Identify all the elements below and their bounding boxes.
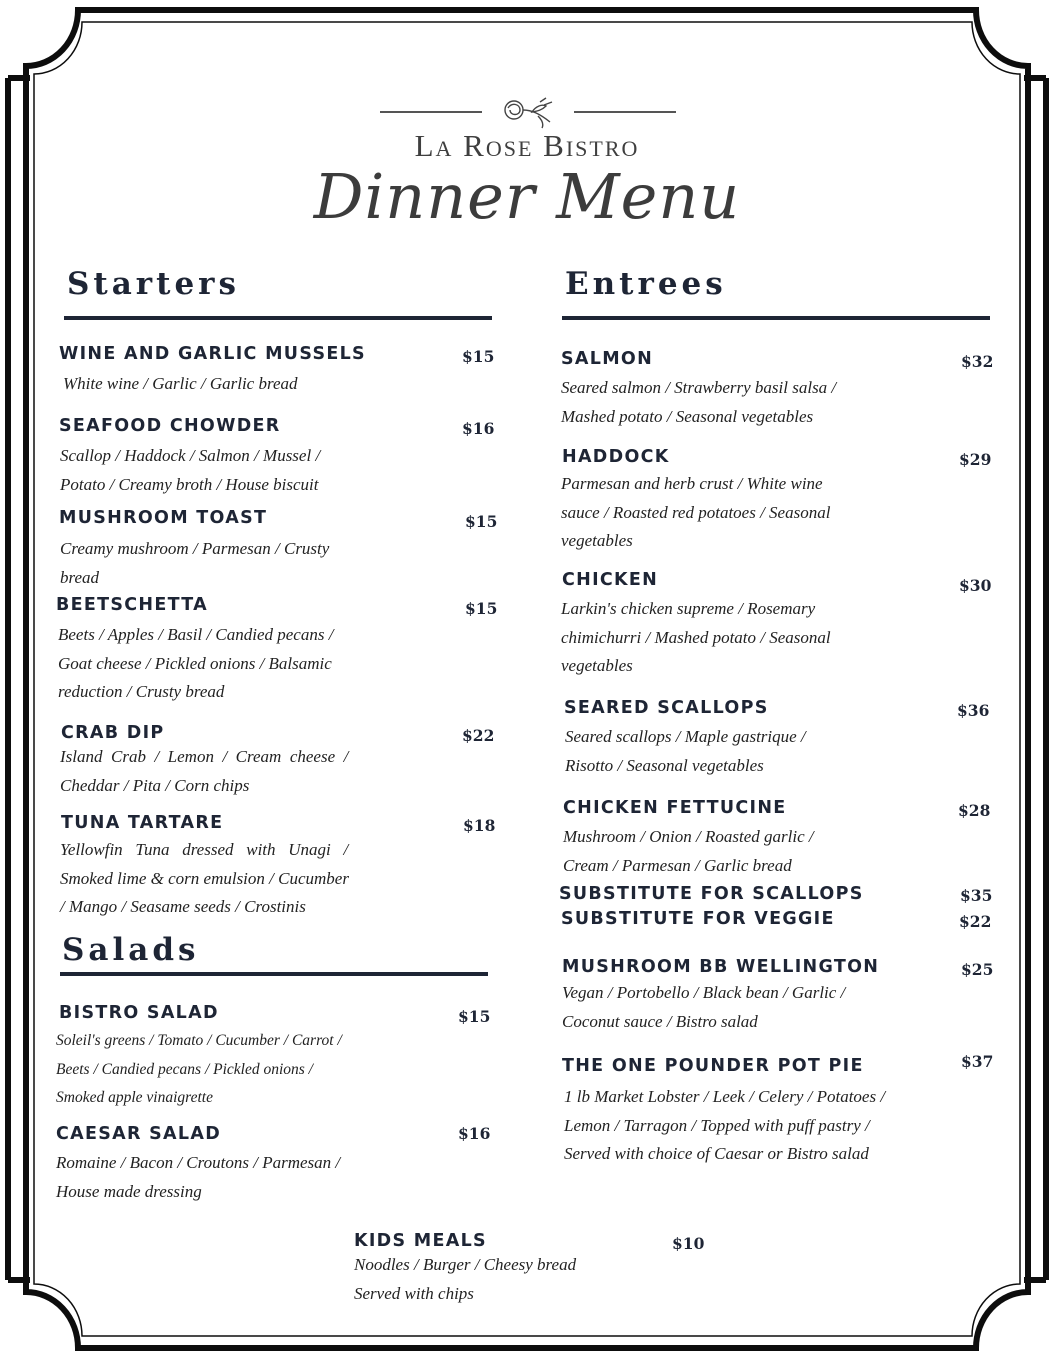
menu-item-name: CHICKEN FETTUCINE <box>563 798 787 818</box>
menu-item-price: $30 <box>959 576 992 595</box>
menu-item-description: Yellowfin Tuna dressed with Unagi / Smoked lime & corn emulsion / Cucumber / Mango / Seasame seeds / Crostinis <box>60 840 349 916</box>
menu-item-name: SUBSTITUTE FOR VEGGIE <box>561 909 835 929</box>
menu-item-price: $22 <box>462 726 495 745</box>
rose-logo <box>380 96 676 130</box>
menu-item-description: Seared salmon / Strawberry basil salsa / Mashed potato / Seasonal vegetables <box>561 378 837 426</box>
menu-item-description: 1 lb Market Lobster / Leek / Celery / Potatoes / Lemon / Tarragon / Topped with puff pastry / Served with choice of Caesar or Bistro salad <box>564 1087 886 1163</box>
menu-item-description: Romaine / Bacon / Croutons / Parmesan / House made dressing <box>56 1153 341 1201</box>
menu-item-description: Island Crab / Lemon / Cream cheese / Cheddar / Pita / Corn chips <box>60 747 349 795</box>
menu-item-name: BISTRO SALAD <box>59 1003 219 1023</box>
section-divider <box>64 316 492 320</box>
menu-item-price: $16 <box>462 419 495 438</box>
menu-item-name: TUNA TARTARE <box>61 813 224 833</box>
menu-item-name: SEARED SCALLOPS <box>564 698 769 718</box>
restaurant-name: La Rose Bistro <box>414 128 640 163</box>
menu-item-price: $25 <box>961 960 994 979</box>
menu-item-name: MUSHROOM TOAST <box>59 508 268 528</box>
menu-item-price: $29 <box>959 450 992 469</box>
menu-item-price: $15 <box>465 599 498 618</box>
menu-item-price: $18 <box>463 816 496 835</box>
menu-item-name: CHICKEN <box>562 570 659 590</box>
menu-item-description: White wine / Garlic / Garlic bread <box>63 374 298 393</box>
menu-item-price: $28 <box>958 801 991 820</box>
menu-item-price: $15 <box>465 512 498 531</box>
menu-item-name: CRAB DIP <box>61 723 165 743</box>
menu-item-price: $10 <box>672 1234 705 1253</box>
menu-item-name: SEAFOOD CHOWDER <box>59 416 281 436</box>
section-heading-entrees: Entrees <box>565 266 727 302</box>
menu-item-description: Parmesan and herb crust / White wine sauce / Roasted red potatoes / Seasonal vegetables <box>561 474 831 550</box>
menu-item-name: BEETSCHETTA <box>56 595 208 615</box>
menu-item-price: $22 <box>959 912 992 931</box>
menu-item-description: Creamy mushroom / Parmesan / Crusty bread <box>60 539 330 587</box>
menu-item-name: WINE AND GARLIC MUSSELS <box>59 344 366 364</box>
section-divider <box>60 972 488 976</box>
menu-item-name: SALMON <box>561 349 654 369</box>
menu-item-description: Seared scallops / Maple gastrique / Risotto / Seasonal vegetables <box>565 727 806 775</box>
menu-item-name: HADDOCK <box>562 447 670 467</box>
menu-item-description: Noodles / Burger / Cheesy bread Served with chips <box>354 1255 577 1303</box>
section-heading-starters: Starters <box>67 266 240 302</box>
menu-item-description: Beets / Apples / Basil / Candied pecans / Goat cheese / Pickled onions / Balsamic reduction / Crusty bread <box>58 625 334 701</box>
menu-item-name: THE ONE POUNDER POT PIE <box>562 1056 864 1076</box>
section-divider <box>562 316 990 320</box>
menu-item-name: KIDS MEALS <box>354 1231 487 1251</box>
section-heading-salads: Salads <box>62 932 200 968</box>
menu-item-price: $15 <box>458 1007 491 1026</box>
menu-item-description: Scallop / Haddock / Salmon / Mussel / Potato / Creamy broth / House biscuit <box>60 446 321 494</box>
rose-icon <box>505 98 552 128</box>
menu-item-name: MUSHROOM BB WELLINGTON <box>562 957 880 977</box>
menu-item-price: $37 <box>961 1052 994 1071</box>
menu-item-price: $35 <box>960 886 993 905</box>
menu-item-name: SUBSTITUTE FOR SCALLOPS <box>559 884 864 904</box>
menu-item-description: Soleil's greens / Tomato / Cucumber / Carrot / Beets / Candied pecans / Pickled onions / Smoked apple vinaigrette <box>56 1032 342 1106</box>
menu-item-name: CAESAR SALAD <box>56 1124 222 1144</box>
menu-item-description: Vegan / Portobello / Black bean / Garlic / Coconut sauce / Bistro salad <box>562 983 846 1031</box>
menu-item-description: Larkin's chicken supreme / Rosemary chimichurri / Mashed potato / Seasonal vegetables <box>561 599 831 675</box>
menu-item-price: $32 <box>961 352 994 371</box>
menu-title: Dinner Menu <box>313 160 741 233</box>
menu-item-price: $15 <box>462 347 495 366</box>
menu-item-price: $36 <box>957 701 990 720</box>
menu-item-price: $16 <box>458 1124 491 1143</box>
menu-item-description: Mushroom / Onion / Roasted garlic / Cream / Parmesan / Garlic bread <box>563 827 814 875</box>
